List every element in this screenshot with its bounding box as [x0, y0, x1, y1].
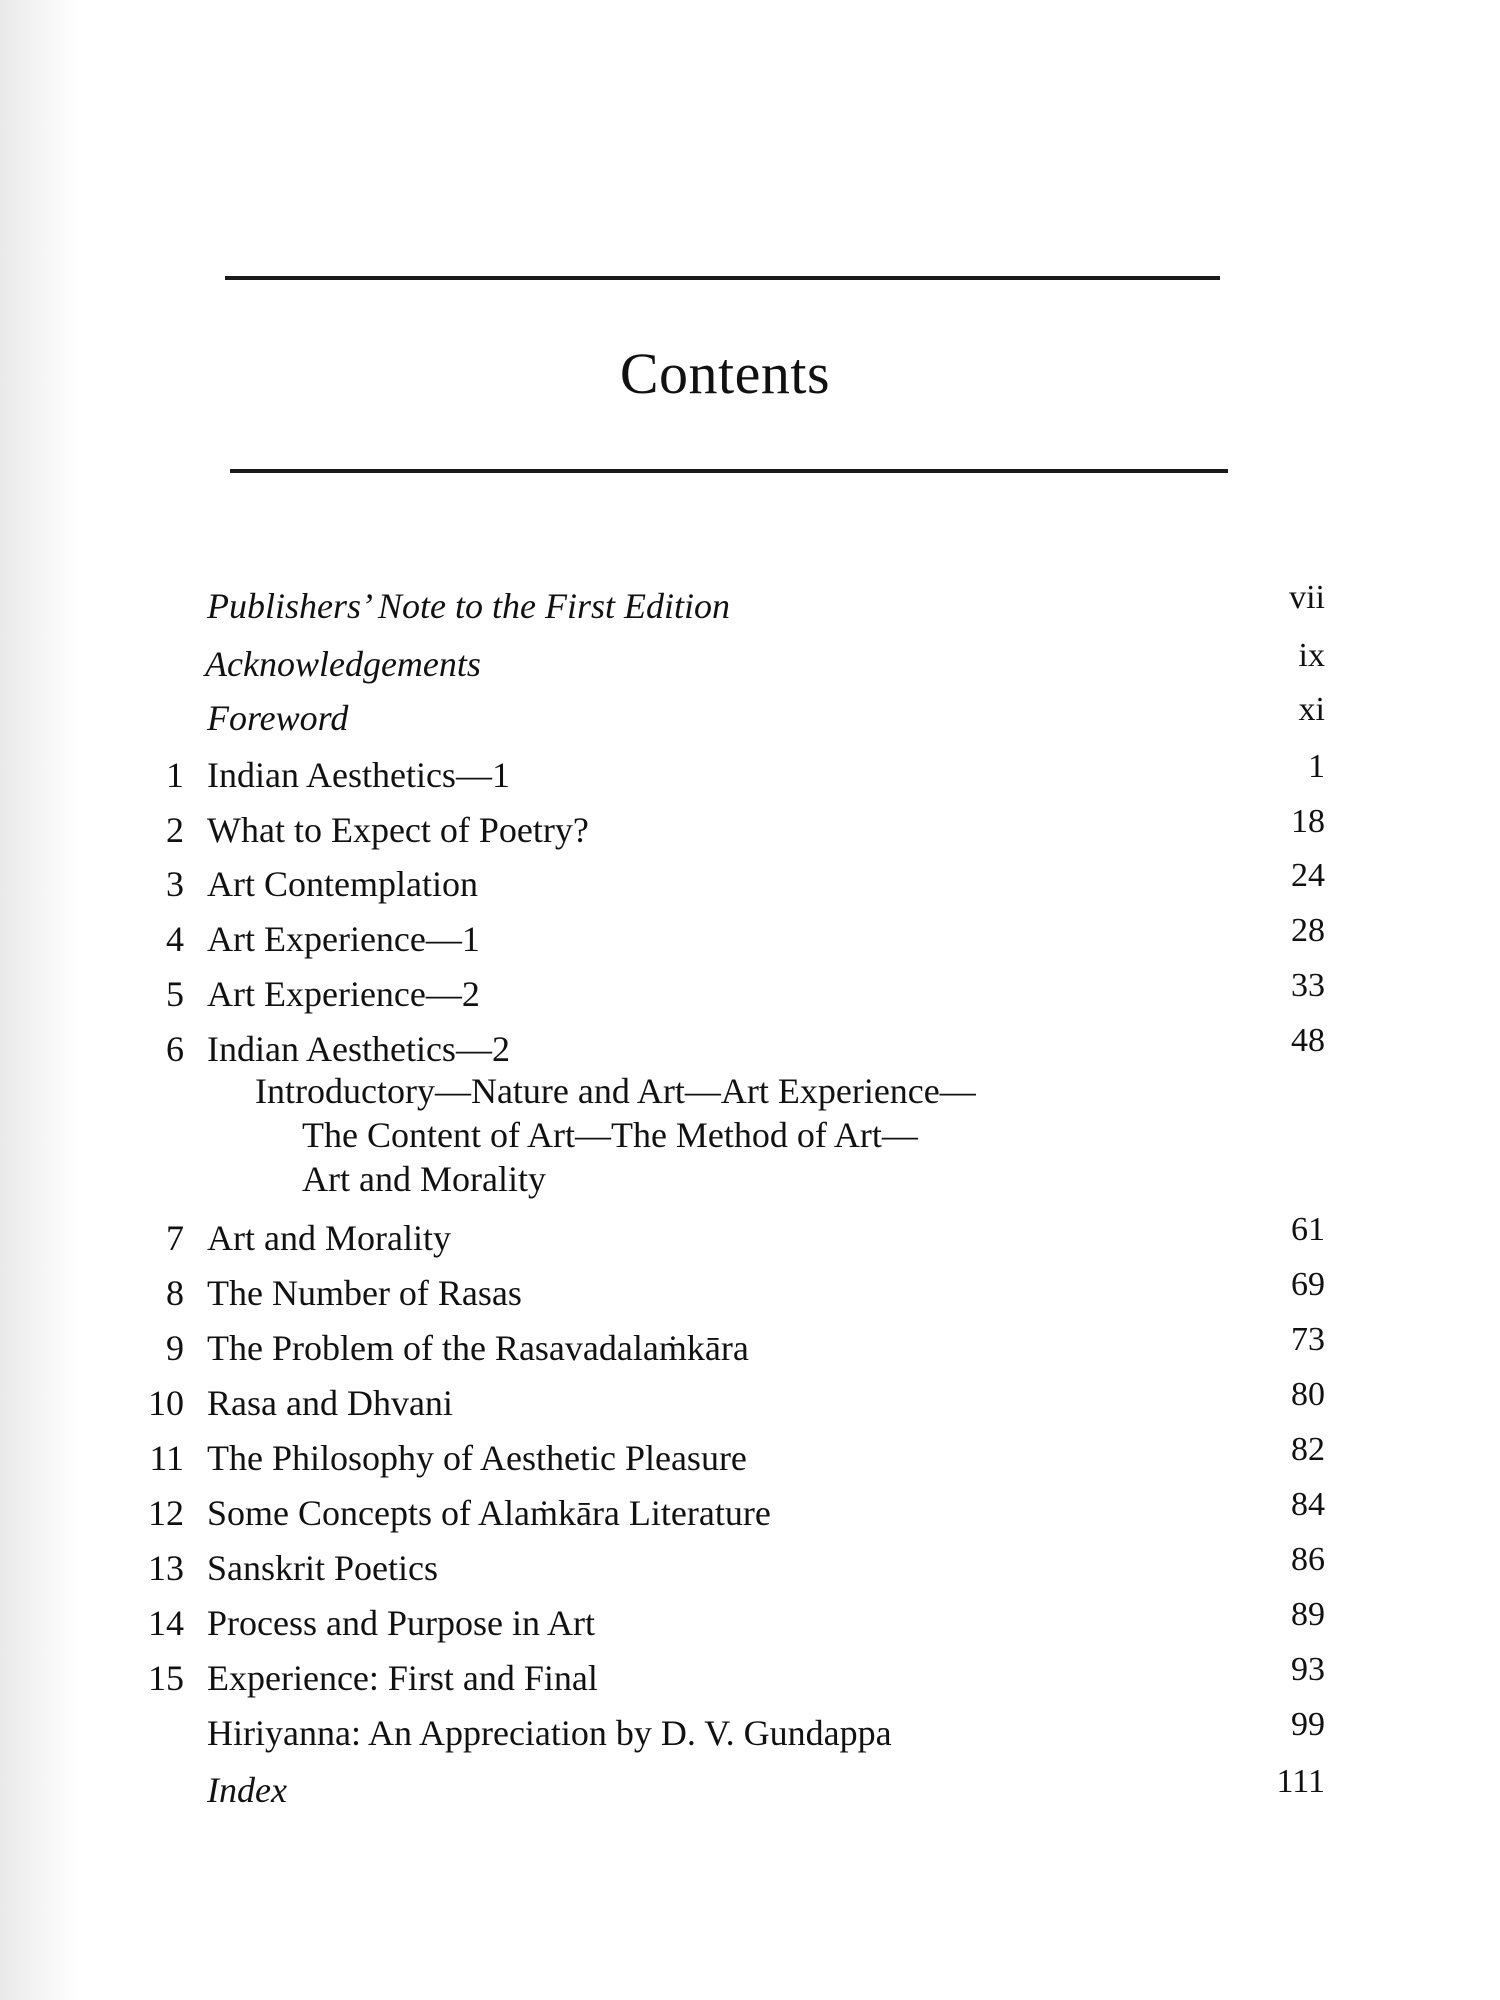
- toc-entry-chapter-13[interactable]: [0, 1543, 1500, 1593]
- toc-entry-page: 82: [1291, 1431, 1325, 1468]
- toc-entry-page: 28: [1291, 912, 1325, 949]
- toc-entry-chapter-1[interactable]: [0, 750, 1500, 800]
- toc-entry-foreword[interactable]: [0, 693, 1500, 743]
- toc-entry-number: 15: [148, 1658, 184, 1698]
- toc-entry-title: The Philosophy of Aesthetic Pleasure: [207, 1438, 747, 1478]
- toc-entry-chapter-5[interactable]: [0, 969, 1500, 1019]
- toc-entry-title: Rasa and Dhvani: [207, 1383, 453, 1423]
- toc-entry-title: Some Concepts of Alaṁkāra Literature: [207, 1493, 771, 1533]
- toc-entry-number: 10: [148, 1383, 184, 1423]
- toc-entry-title: Experience: First and Final: [207, 1658, 598, 1698]
- toc-entry-number: 6: [166, 1029, 184, 1069]
- toc-entry-title: Art Experience—1: [207, 919, 480, 959]
- toc-entry-title: The Problem of the Rasavadalaṁkāra: [207, 1328, 749, 1368]
- toc-entry-number: 7: [166, 1218, 184, 1258]
- toc-entry-chapter-12[interactable]: [0, 1488, 1500, 1538]
- toc-entry-title: Publishers’ Note to the First Edition: [207, 586, 730, 626]
- toc-entry-number: 14: [148, 1603, 184, 1643]
- toc-entry-number: 3: [166, 864, 184, 904]
- toc-entry-page: 24: [1291, 857, 1325, 894]
- toc-entry-chapter-3[interactable]: [0, 859, 1500, 909]
- toc-entry-title: Index: [207, 1770, 287, 1810]
- toc-entry-number: 8: [166, 1273, 184, 1313]
- toc-entry-page: 84: [1291, 1486, 1325, 1523]
- toc-entry-title: Foreword: [207, 698, 349, 738]
- toc-entry-title: Art and Morality: [207, 1218, 451, 1258]
- toc-entry-appreciation[interactable]: [0, 1708, 1500, 1758]
- toc-entry-page: 93: [1291, 1651, 1325, 1688]
- toc-entry-page: 1: [1308, 748, 1325, 785]
- toc-subsection-line: The Content of Art—The Method of Art—: [302, 1115, 918, 1155]
- toc-entry-number: 9: [166, 1328, 184, 1368]
- toc-entry-number: 2: [166, 810, 184, 850]
- toc-entry-chapter-7[interactable]: [0, 1213, 1500, 1263]
- toc-entry-title: Indian Aesthetics—1: [207, 755, 510, 795]
- toc-entry-acknowledgements[interactable]: [0, 639, 1500, 689]
- toc-entry-page: 48: [1291, 1022, 1325, 1059]
- toc-entry-page: 99: [1291, 1706, 1325, 1743]
- toc-entry-title: Sanskrit Poetics: [207, 1548, 438, 1588]
- toc-entry-page: 73: [1291, 1321, 1325, 1358]
- toc-entry-page: vii: [1289, 579, 1325, 616]
- toc-entry-chapter-11[interactable]: [0, 1433, 1500, 1483]
- toc-entry-title: Indian Aesthetics—2: [207, 1029, 510, 1069]
- toc-entry-page: 89: [1291, 1596, 1325, 1633]
- toc-entry-page: 111: [1276, 1763, 1325, 1800]
- toc-entry-number: 11: [149, 1438, 184, 1478]
- toc-entry-page: 69: [1291, 1266, 1325, 1303]
- toc-entry-page: ix: [1298, 637, 1325, 674]
- toc-entry-number: 5: [166, 974, 184, 1014]
- toc-entry-chapter-6[interactable]: [0, 1024, 1500, 1074]
- page-title: Contents: [619, 341, 831, 406]
- toc-entry-title: Art Experience—2: [207, 974, 480, 1014]
- toc-entry-title: Hiriyanna: An Appreciation by D. V. Gundappa: [207, 1713, 892, 1753]
- toc-entry-page: 33: [1291, 967, 1325, 1004]
- toc-entry-title: Acknowledgements: [205, 644, 481, 684]
- toc-entry-page: 61: [1291, 1211, 1325, 1248]
- toc-entry-page: 86: [1291, 1541, 1325, 1578]
- toc-subsection-line: Art and Morality: [302, 1159, 546, 1199]
- toc-entry-title: Process and Purpose in Art: [207, 1603, 595, 1643]
- toc-entry-chapter-10[interactable]: [0, 1378, 1500, 1428]
- toc-entry-chapter-2[interactable]: [0, 805, 1500, 855]
- toc-entry-chapter-8[interactable]: [0, 1268, 1500, 1318]
- toc-entry-publishers-note[interactable]: [0, 581, 1500, 631]
- toc-entry-number: 1: [166, 755, 184, 795]
- toc-entry-page: xi: [1298, 691, 1325, 728]
- toc-entry-number: 13: [148, 1548, 184, 1588]
- toc-entry-page: 80: [1291, 1376, 1325, 1413]
- toc-entry-index[interactable]: [0, 1765, 1500, 1815]
- toc-subsection-line: Introductory—Nature and Art—Art Experience—: [255, 1071, 976, 1111]
- toc-entry-title: Art Contemplation: [207, 864, 478, 904]
- toc-entry-page: 18: [1291, 803, 1325, 840]
- toc-entry-title: What to Expect of Poetry?: [207, 810, 589, 850]
- toc-entry-title: The Number of Rasas: [207, 1273, 522, 1313]
- toc-entry-chapter-14[interactable]: [0, 1598, 1500, 1648]
- toc-entry-chapter-15[interactable]: [0, 1653, 1500, 1703]
- toc-entry-number: 4: [166, 919, 184, 959]
- toc-entry-chapter-4[interactable]: [0, 914, 1500, 964]
- toc-entry-chapter-9[interactable]: [0, 1323, 1500, 1373]
- toc-entry-number: 12: [148, 1493, 184, 1533]
